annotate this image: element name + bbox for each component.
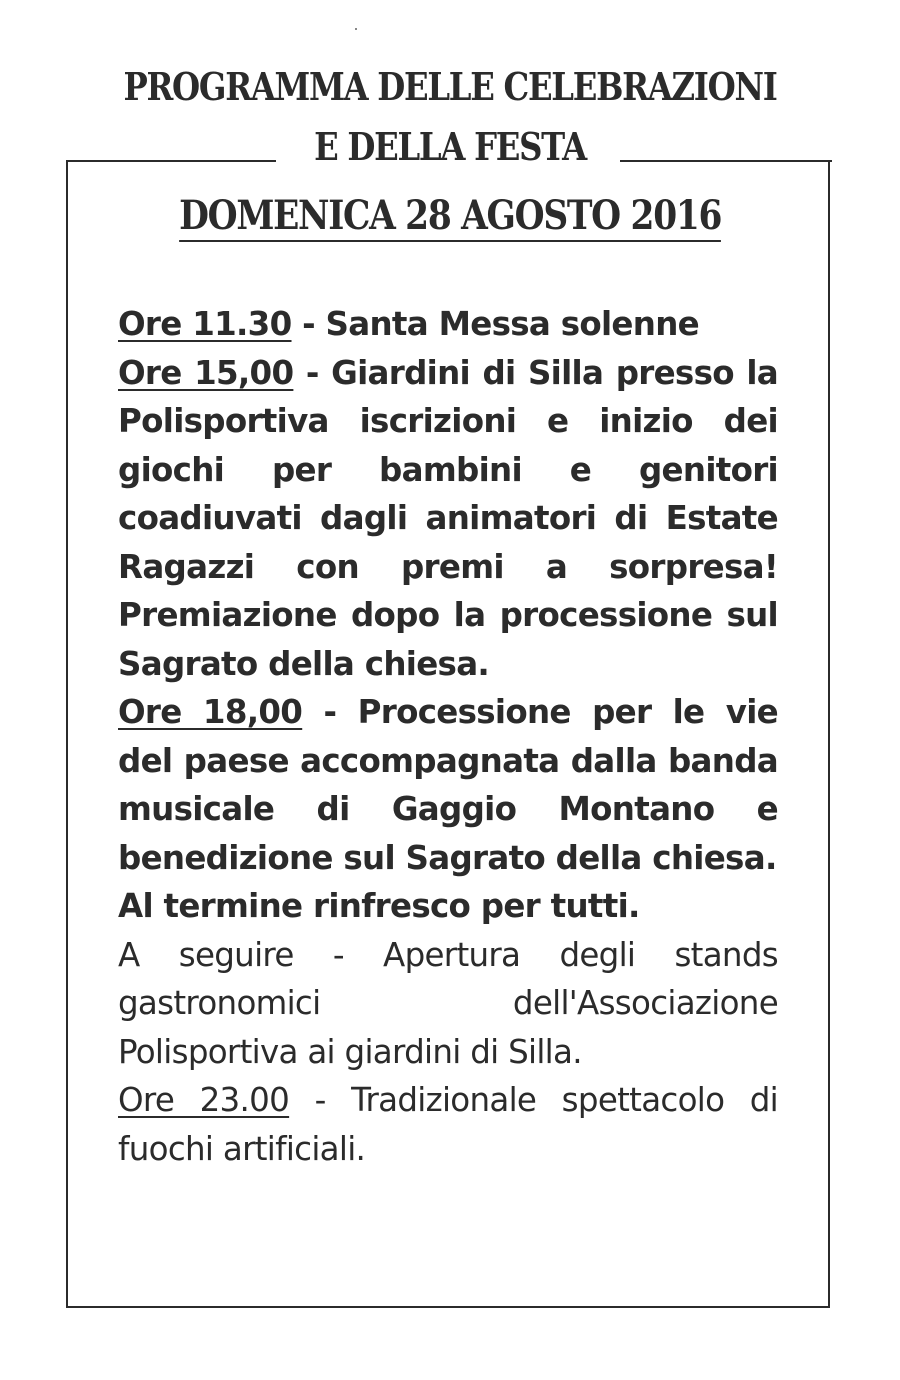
page-subtitle: E DELLA FESTA <box>314 124 586 169</box>
page-title: PROGRAMMA DELLE CELEBRAZIONI <box>123 64 777 109</box>
program-item-food-stands <box>118 931 778 1077</box>
program-text: A seguire - Apertura degli stands gastronomici dell'Associazione Polisportiva ai giardini di Silla. <box>118 935 778 1071</box>
program-item-refreshment <box>118 882 778 931</box>
program-time: Ore 23.00 <box>118 1081 290 1119</box>
program-time: Ore 18,00 <box>118 693 303 731</box>
program-text: Al termine rinfresco per tutti. <box>118 887 640 925</box>
program-list <box>118 300 778 1173</box>
scan-speck <box>355 28 357 30</box>
event-date <box>0 192 900 242</box>
program-item-fireworks <box>118 1076 778 1173</box>
program-item-mass <box>118 300 778 349</box>
program-item-procession <box>118 688 778 882</box>
program-text: - Giardini di Silla presso la Polisportiva iscrizioni e inizio dei giochi per bambini e genitori coadiuvati dagli animatori di Estate Ragazzi con premi a sorpresa! Premiazione dopo la processione sul Sagrato della chiesa. <box>118 353 779 683</box>
program-text: - Processione per le vie del paese accompagnata dalla banda musicale di Gaggio Montano e benedizione sul Sagrato della chiesa. <box>118 693 778 877</box>
program-time: Ore 11.30 <box>118 305 292 343</box>
program-item-games <box>118 349 778 689</box>
event-date-text: DOMENICA 28 AGOSTO 2016 <box>179 196 721 242</box>
program-text: - Tradizionale spettacolo di fuochi artificiali. <box>118 1081 778 1168</box>
program-time: Ore 15,00 <box>118 353 294 392</box>
program-text: - Santa Messa solenne <box>291 305 699 343</box>
